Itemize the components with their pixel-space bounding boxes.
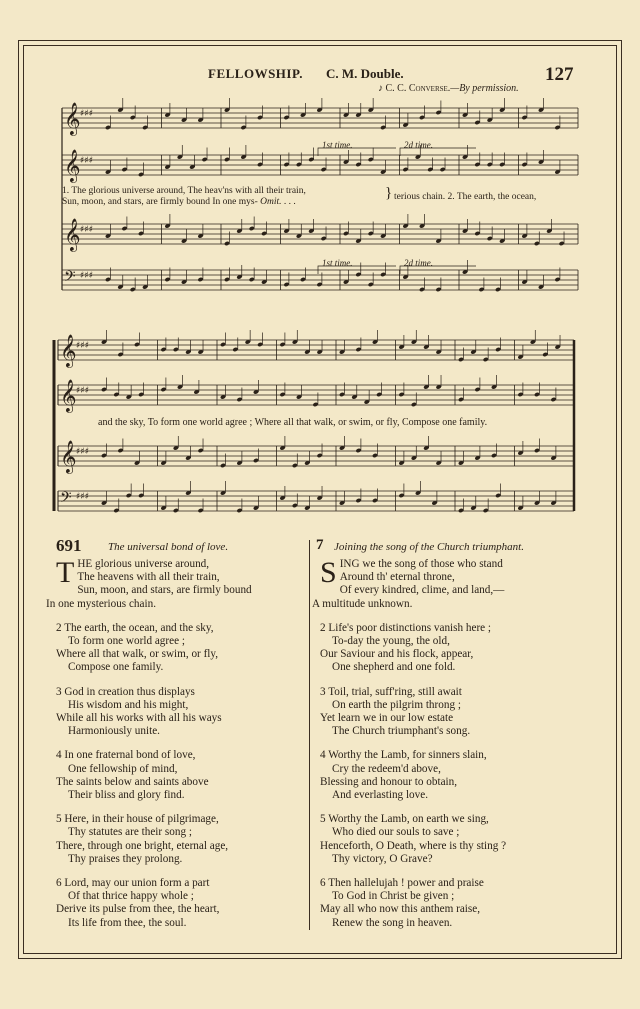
- stanza-line: Who died our souls to save ;: [332, 826, 460, 839]
- stanza-line: 2 Life's poor distinctions vanish here ;: [320, 621, 492, 634]
- stanza: [56, 877, 306, 930]
- lyric-omit: Omit.: [260, 197, 282, 207]
- stanza: [320, 813, 610, 866]
- stanza: [320, 686, 610, 739]
- stanza-line: The Church triumphant's song.: [332, 725, 471, 738]
- stanza-line: There, through one bright, eternal age,: [56, 839, 229, 852]
- lyric-brace: }: [385, 185, 393, 201]
- stanza-line: 4 In one fraternal bond of love,: [56, 749, 196, 762]
- stanza-line: To form one world agree ;: [68, 635, 185, 648]
- stanza-line: Renew the song in heaven.: [332, 916, 453, 929]
- stanza-line: In one mysterious chain.: [46, 597, 156, 610]
- stanza-line: One shepherd and one fold.: [332, 661, 456, 674]
- drop-cap: S: [320, 556, 337, 589]
- stanza-line: 5 Here, in their house of pilgrimage,: [56, 813, 219, 826]
- stanza-line: A multitude unknown.: [312, 597, 413, 610]
- lyric-line-2: [62, 197, 296, 207]
- stanza: [56, 622, 306, 675]
- stanza-line: Thy praises they prolong.: [68, 852, 183, 865]
- stanza: [56, 749, 306, 802]
- stanza-line: Cry the redeem'd above,: [332, 762, 441, 775]
- page-number: 127: [545, 64, 574, 85]
- stanza-line: Thy statutes are their song ;: [68, 826, 192, 839]
- lyric-continuation: terious chain. 2. The earth, the ocean,: [394, 192, 537, 202]
- stanza-line: The heavens with all their train,: [77, 571, 220, 584]
- treble-clef-icon: 𝄞: [60, 440, 77, 473]
- stanza-line: HE glorious universe around,: [77, 558, 210, 570]
- stanza-line: Derive its pulse from thee, the heart,: [56, 903, 220, 916]
- lyric-dots: . . .: [283, 197, 296, 207]
- stanza-line: Sun, moon, and stars, are firmly bound: [77, 584, 252, 597]
- key-signature-icon: ♯♯♯: [76, 386, 90, 396]
- stanza: [56, 686, 306, 739]
- stanza-line: His wisdom and his might,: [68, 698, 189, 711]
- stanza-line: 6 Lord, may our union form a part: [56, 877, 210, 890]
- stanza-line: Yet learn we in our low estate: [320, 712, 454, 725]
- stanza-line: On earth the pilgrim throng ;: [332, 698, 461, 711]
- hymn-subtitle-left: The universal bond of love.: [108, 541, 229, 553]
- stanza-line: May all who now this anthem raise,: [320, 903, 481, 916]
- hymn-text-left: [46, 556, 306, 941]
- lyric-line-2-text: Sun, moon, and stars, are firmly bound In one mys-: [62, 197, 258, 207]
- stanza-line: 4 Worthy the Lamb, for sinners slain,: [320, 749, 487, 762]
- composer-name: C. C. Converse.: [385, 83, 451, 94]
- stanza: [320, 877, 610, 930]
- lyric-system-2: and the sky, To form one world agree ; Where all that walk, or swim, or fly, Compose one family.: [98, 417, 488, 428]
- stanzas-right: [320, 622, 610, 930]
- key-signature-icon: ♯♯♯: [76, 341, 90, 351]
- volta-second-time-2: 2d time.: [404, 258, 433, 268]
- treble-clef-icon: 𝄞: [64, 149, 81, 182]
- stanza-line: One fellowship of mind,: [68, 762, 178, 775]
- stanzas-left: [56, 622, 306, 930]
- treble-clef-icon: 𝄞: [60, 379, 77, 412]
- volta-second-time-1: 2d time.: [404, 140, 433, 150]
- volta-first-time-2: 1st time.: [322, 258, 353, 268]
- volta-first-time-1: 1st time.: [322, 140, 353, 150]
- stanza-line: Where all that walk, or swim, or fly,: [56, 648, 219, 661]
- key-signature-icon: ♯♯♯: [80, 109, 94, 119]
- stanza-line: Blessing and honour to obtain,: [320, 775, 458, 788]
- bass-clef-icon: 𝄢: [60, 489, 72, 510]
- stanza: [56, 813, 306, 866]
- tune-meter: C. M. Double.: [326, 66, 404, 81]
- stanza-line: 5 Worthy the Lamb, on earth we sing,: [320, 813, 489, 826]
- stanza-line: While all his works with all his ways: [56, 712, 222, 725]
- stanza-line: Their bliss and glory find.: [68, 789, 185, 802]
- stanza-line: Its life from thee, the soul.: [68, 916, 187, 929]
- key-signature-icon: ♯♯♯: [80, 271, 94, 281]
- stanza-line: Our Saviour and his flock, appear,: [320, 648, 474, 661]
- stanza-line: Henceforth, O Death, where is thy sting ?: [320, 839, 507, 852]
- stanza-line: Harmoniously unite.: [68, 725, 160, 738]
- hymn-number-left: 691: [56, 536, 82, 555]
- stanza-line: 6 Then hallelujah ! power and praise: [320, 877, 484, 890]
- stanza-line: Thy victory, O Grave?: [332, 852, 433, 865]
- stanza: [320, 622, 610, 675]
- key-signature-icon: ♯♯♯: [80, 225, 94, 235]
- stanza-line: 3 God in creation thus displays: [56, 685, 195, 698]
- stanza-line: 3 Toil, trial, suff'ring, still await: [320, 685, 462, 698]
- drop-cap: T: [56, 556, 75, 589]
- stanza-line: The saints below and saints above: [56, 775, 209, 788]
- stanza-line: Of that thrice happy whole ;: [68, 890, 194, 903]
- hymn-subtitle-right: Joining the song of the Church triumphant.: [334, 541, 524, 553]
- stanza-1-right: [312, 556, 610, 611]
- stanza: [320, 749, 610, 802]
- stanza-line: ING we the song of those who stand: [339, 558, 503, 570]
- lyric-line-1: 1. The glorious universe around, The heav'ns with all their train,: [62, 186, 306, 196]
- treble-clef-icon: 𝄞: [60, 334, 77, 367]
- permission-note: —By permission.: [450, 83, 519, 94]
- stanza-line: To-day the young, the old,: [332, 635, 450, 648]
- tune-title: FELLOWSHIP.: [208, 66, 303, 81]
- music-note-icon: ♪: [378, 83, 386, 94]
- hymn-number-right: 7: [316, 537, 324, 553]
- bass-clef-icon: 𝄢: [64, 268, 76, 289]
- stanza-line: To God in Christ be given ;: [332, 890, 455, 903]
- key-signature-icon: ♯♯♯: [80, 156, 94, 166]
- stanza-line: And everlasting love.: [332, 789, 429, 802]
- stanza-line: Of every kindred, clime, and land,—: [339, 584, 505, 597]
- treble-clef-icon: 𝄞: [64, 102, 81, 135]
- key-signature-icon: ♯♯♯: [76, 447, 90, 457]
- stanza-1-left: [46, 556, 306, 611]
- stanza-line: Compose one family.: [68, 661, 164, 674]
- key-signature-icon: ♯♯♯: [76, 492, 90, 502]
- treble-clef-icon: 𝄞: [64, 218, 81, 251]
- stanza-line: Around th' eternal throne,: [339, 571, 455, 584]
- hymn-text-right: [312, 556, 610, 941]
- stanza-line: 2 The earth, the ocean, and the sky,: [56, 621, 214, 634]
